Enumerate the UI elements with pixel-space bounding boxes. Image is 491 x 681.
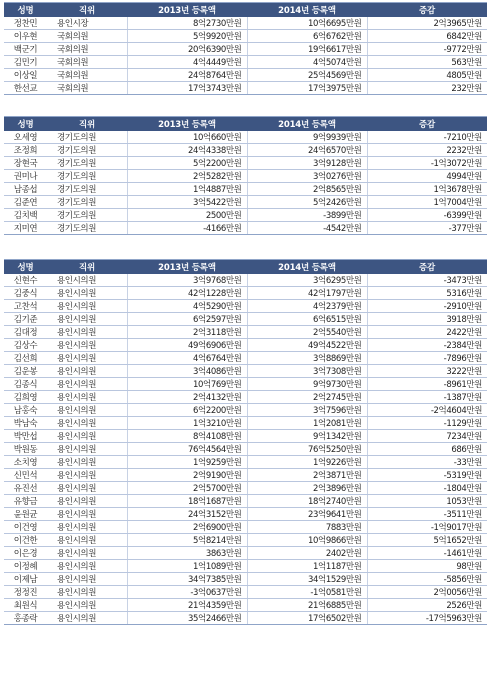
name-cell: 남종섭 <box>4 183 47 196</box>
table-row <box>4 183 487 196</box>
change-cell: -8961만원 <box>367 378 487 391</box>
change-cell: 5316만원 <box>367 287 487 300</box>
value-2014-cell: 9억9939만원 <box>247 131 367 144</box>
value-2014-cell: 25억4569만원 <box>247 69 367 82</box>
change-cell: -2384만원 <box>367 339 487 352</box>
change-cell: 3918만원 <box>367 313 487 326</box>
value-2013-cell: 4억6764만원 <box>127 352 247 365</box>
table-row <box>4 43 487 56</box>
value-2013-cell: 35억2466만원 <box>127 612 247 625</box>
position-cell: 용인시의원 <box>47 404 127 417</box>
value-2013-cell: 49억6906만원 <box>127 339 247 352</box>
name-cell: 김선희 <box>4 352 47 365</box>
value-2014-cell: 2억3871만원 <box>247 469 367 482</box>
table-row <box>4 560 487 573</box>
value-2013-cell: 21억4359만원 <box>127 599 247 612</box>
name-cell: 고찬석 <box>4 300 47 313</box>
table-row <box>4 521 487 534</box>
position-cell: 경기도의원 <box>47 183 127 196</box>
name-cell: 김치백 <box>4 209 47 222</box>
position-cell: 용인시의원 <box>47 300 127 313</box>
table-row <box>4 430 487 443</box>
value-2014-cell: 1억2081만원 <box>247 417 367 430</box>
value-2013-cell: 6억2597만원 <box>127 313 247 326</box>
value-2014-cell: 3억7596만원 <box>247 404 367 417</box>
table-row <box>4 378 487 391</box>
change-cell: -1804만원 <box>367 482 487 495</box>
value-2014-cell: 1억1187만원 <box>247 560 367 573</box>
change-cell: -1억3072만원 <box>367 157 487 170</box>
value-2013-cell: 8억2730만원 <box>127 17 247 30</box>
name-cell: 이건영 <box>4 521 47 534</box>
header-position: 직위 <box>47 3 127 17</box>
table-row <box>4 196 487 209</box>
header-2013: 2013년 등록액 <box>127 117 247 131</box>
position-cell: 경기도의원 <box>47 170 127 183</box>
table-row <box>4 508 487 521</box>
name-cell: 장현국 <box>4 157 47 170</box>
value-2014-cell: 3억7308만원 <box>247 365 367 378</box>
value-2014-cell: 9억1342만원 <box>247 430 367 443</box>
value-2014-cell: 3억8869만원 <box>247 352 367 365</box>
name-cell: 유향금 <box>4 495 47 508</box>
value-2013-cell: 2500만원 <box>127 209 247 222</box>
position-cell: 국회의원 <box>47 56 127 69</box>
value-2014-cell: 21억6885만원 <box>247 599 367 612</box>
position-cell: 용인시의원 <box>47 599 127 612</box>
value-2013-cell: 1억9259만원 <box>127 456 247 469</box>
table-row <box>4 170 487 183</box>
change-cell: -33만원 <box>367 456 487 469</box>
value-2013-cell: 1억3210만원 <box>127 417 247 430</box>
header-name: 성명 <box>4 260 47 274</box>
value-2013-cell: 2억3118만원 <box>127 326 247 339</box>
position-cell: 용인시의원 <box>47 469 127 482</box>
name-cell: 이우현 <box>4 30 47 43</box>
position-cell: 경기도의원 <box>47 144 127 157</box>
name-cell: 박원동 <box>4 443 47 456</box>
value-2013-cell: 2억6900만원 <box>127 521 247 534</box>
value-2013-cell: 20억6390만원 <box>127 43 247 56</box>
value-2014-cell: 6억6762만원 <box>247 30 367 43</box>
value-2014-cell: 76억5250만원 <box>247 443 367 456</box>
value-2013-cell: 5억9920만원 <box>127 30 247 43</box>
change-cell: 1억3678만원 <box>367 183 487 196</box>
name-cell: 오세영 <box>4 131 47 144</box>
position-cell: 용인시의원 <box>47 417 127 430</box>
position-cell: 용인시의원 <box>47 573 127 586</box>
name-cell: 이제남 <box>4 573 47 586</box>
value-2014-cell: 3억9128만원 <box>247 157 367 170</box>
change-cell: -1129만원 <box>367 417 487 430</box>
value-2014-cell: 6억6515만원 <box>247 313 367 326</box>
name-cell: 박남숙 <box>4 417 47 430</box>
value-2013-cell: 4억4449만원 <box>127 56 247 69</box>
header-2014: 2014년 등록액 <box>247 3 367 17</box>
value-2014-cell: 2억8565만원 <box>247 183 367 196</box>
asset-table <box>4 3 487 94</box>
value-2013-cell: 2억4132만원 <box>127 391 247 404</box>
value-2014-cell: 7883만원 <box>247 521 367 534</box>
header-change: 증감 <box>367 3 487 17</box>
table-row <box>4 352 487 365</box>
change-cell: -7896만원 <box>367 352 487 365</box>
change-cell: -6399만원 <box>367 209 487 222</box>
value-2013-cell: 3억5422만원 <box>127 196 247 209</box>
value-2014-cell: 17억3975만원 <box>247 82 367 95</box>
name-cell: 이은경 <box>4 547 47 560</box>
value-2013-cell: 6억2200만원 <box>127 404 247 417</box>
change-cell: -1억9017만원 <box>367 521 487 534</box>
header-change: 증감 <box>367 117 487 131</box>
value-2014-cell: -3899만원 <box>247 209 367 222</box>
position-cell: 용인시의원 <box>47 456 127 469</box>
value-2014-cell: 42억1797만원 <box>247 287 367 300</box>
change-cell: 98만원 <box>367 560 487 573</box>
value-2014-cell: 17억6502만원 <box>247 612 367 625</box>
table-row <box>4 573 487 586</box>
name-cell: 백군기 <box>4 43 47 56</box>
value-2014-cell: 3억0276만원 <box>247 170 367 183</box>
value-2013-cell: -4166만원 <box>127 222 247 235</box>
name-cell: 정찬민 <box>4 17 47 30</box>
value-2013-cell: 24억4338만원 <box>127 144 247 157</box>
change-cell: 1억7004만원 <box>367 196 487 209</box>
position-cell: 용인시장 <box>47 17 127 30</box>
name-cell: 김상수 <box>4 339 47 352</box>
change-cell: 1053만원 <box>367 495 487 508</box>
name-cell: 김기준 <box>4 313 47 326</box>
change-cell: -1461만원 <box>367 547 487 560</box>
position-cell: 용인시의원 <box>47 430 127 443</box>
name-cell: 권미나 <box>4 170 47 183</box>
change-cell: 686만원 <box>367 443 487 456</box>
position-cell: 용인시의원 <box>47 508 127 521</box>
value-2014-cell: 10억9866만원 <box>247 534 367 547</box>
change-cell: 2억3965만원 <box>367 17 487 30</box>
change-cell: -3473만원 <box>367 274 487 287</box>
change-cell: -3511만원 <box>367 508 487 521</box>
position-cell: 용인시의원 <box>47 365 127 378</box>
change-cell: -377만원 <box>367 222 487 235</box>
name-cell: 남홍숙 <box>4 404 47 417</box>
table-row <box>4 222 487 235</box>
value-2014-cell: 19억6617만원 <box>247 43 367 56</box>
table-row <box>4 17 487 30</box>
table-row <box>4 391 487 404</box>
table-row <box>4 365 487 378</box>
value-2014-cell: 5억2426만원 <box>247 196 367 209</box>
table-row <box>4 443 487 456</box>
value-2013-cell: 3억9768만원 <box>127 274 247 287</box>
value-2013-cell: 24억3152만원 <box>127 508 247 521</box>
change-cell: 5억1652만원 <box>367 534 487 547</box>
position-cell: 경기도의원 <box>57 224 97 234</box>
value-2013-cell: 10억769만원 <box>127 378 247 391</box>
table-header-row <box>4 117 487 131</box>
position-cell: 용인시의원 <box>47 547 127 560</box>
table-header-row <box>4 260 487 274</box>
value-2014-cell: -4542만원 <box>247 222 367 235</box>
name-cell: 홍종락 <box>13 614 38 624</box>
header-name: 성명 <box>4 117 47 131</box>
section-provincial-council <box>4 116 487 235</box>
value-2014-cell: 23억9641만원 <box>247 508 367 521</box>
table-row <box>4 287 487 300</box>
asset-table <box>4 260 487 624</box>
value-2013-cell: 3863만원 <box>127 547 247 560</box>
table-row <box>4 586 487 599</box>
name-cell: 김준연 <box>4 196 47 209</box>
value-2013-cell: 24억8764만원 <box>127 69 247 82</box>
change-cell: 563만원 <box>367 56 487 69</box>
value-2014-cell: 9억9730만원 <box>247 378 367 391</box>
value-2013-cell: 5억8214만원 <box>127 534 247 547</box>
header-2014: 2014년 등록액 <box>247 260 367 274</box>
position-cell: 용인시의원 <box>47 326 127 339</box>
table-row <box>4 313 487 326</box>
value-2014-cell: 34억1529만원 <box>247 573 367 586</box>
table-row <box>4 495 487 508</box>
position-cell: 용인시의원 <box>47 378 127 391</box>
position-cell: 용인시의원 <box>47 482 127 495</box>
value-2014-cell: 4억5074만원 <box>247 56 367 69</box>
value-2013-cell: 42억1228만원 <box>127 287 247 300</box>
table-row <box>4 56 487 69</box>
name-cell: 김대정 <box>4 326 47 339</box>
value-2013-cell: 76억4564만원 <box>127 443 247 456</box>
name-cell: 신민석 <box>4 469 47 482</box>
value-2013-cell: 34억7385만원 <box>127 573 247 586</box>
position-cell: 용인시의원 <box>47 443 127 456</box>
position-cell: 용인시의원 <box>57 614 97 624</box>
table-row <box>4 469 487 482</box>
name-cell: 김중식 <box>4 287 47 300</box>
value-2014-cell: 3억6295만원 <box>247 274 367 287</box>
position-cell: 용인시의원 <box>47 274 127 287</box>
table-row <box>4 30 487 43</box>
change-cell: -1387만원 <box>367 391 487 404</box>
change-cell: -2910만원 <box>367 300 487 313</box>
name-cell: 한선교 <box>13 84 38 94</box>
position-cell: 용인시의원 <box>47 352 127 365</box>
section-mayor-lawmakers <box>4 2 487 95</box>
table-row <box>4 456 487 469</box>
name-cell: 윤원균 <box>4 508 47 521</box>
value-2013-cell: 3억4086만원 <box>127 365 247 378</box>
table-row <box>4 300 487 313</box>
value-2013-cell: 8억4108만원 <box>127 430 247 443</box>
value-2013-cell: -3억0637만원 <box>127 586 247 599</box>
change-cell: -5319만원 <box>367 469 487 482</box>
table-row <box>4 404 487 417</box>
table-row <box>4 339 487 352</box>
position-cell: 경기도의원 <box>47 131 127 144</box>
change-cell: 2422만원 <box>367 326 487 339</box>
position-cell: 국회의원 <box>57 84 89 94</box>
name-cell: 정정진 <box>4 586 47 599</box>
value-2014-cell: 2억2745만원 <box>247 391 367 404</box>
value-2014-cell: 2억3896만원 <box>247 482 367 495</box>
position-cell: 경기도의원 <box>47 157 127 170</box>
value-2013-cell: 1억1089만원 <box>127 560 247 573</box>
value-2013-cell: 5억2200만원 <box>127 157 247 170</box>
position-cell: 용인시의원 <box>47 313 127 326</box>
header-change: 증감 <box>367 260 487 274</box>
value-2013-cell: 2억5282만원 <box>127 170 247 183</box>
value-2013-cell: 2억9190만원 <box>127 469 247 482</box>
value-2014-cell: 2402만원 <box>247 547 367 560</box>
position-cell: 용인시의원 <box>47 560 127 573</box>
value-2014-cell: 10억6695만원 <box>247 17 367 30</box>
change-cell: 232만원 <box>367 82 487 95</box>
table-row <box>4 534 487 547</box>
position-cell: 국회의원 <box>47 30 127 43</box>
header-position: 직위 <box>47 117 127 131</box>
header-name: 성명 <box>4 3 47 17</box>
value-2013-cell: 18억1687만원 <box>127 495 247 508</box>
name-cell: 박만섭 <box>4 430 47 443</box>
change-cell: -17억5963만원 <box>367 612 487 625</box>
asset-table <box>4 117 487 234</box>
position-cell: 용인시의원 <box>47 521 127 534</box>
position-cell: 경기도의원 <box>47 196 127 209</box>
value-2014-cell: 1억9226만원 <box>247 456 367 469</box>
table-row <box>4 547 487 560</box>
value-2014-cell: 49억4522만원 <box>247 339 367 352</box>
value-2014-cell: 18억2740만원 <box>247 495 367 508</box>
value-2014-cell: -1억0581만원 <box>247 586 367 599</box>
change-cell: 6842만원 <box>367 30 487 43</box>
value-2013-cell: 2억5700만원 <box>127 482 247 495</box>
value-2013-cell: 4억5290만원 <box>127 300 247 313</box>
change-cell: 3222만원 <box>367 365 487 378</box>
name-cell: 이상일 <box>4 69 47 82</box>
value-2013-cell: 10억660만원 <box>127 131 247 144</box>
table-row <box>4 599 487 612</box>
name-cell: 조정희 <box>4 144 47 157</box>
position-cell: 국회의원 <box>47 43 127 56</box>
table-row <box>4 274 487 287</box>
section-city-council <box>4 259 487 625</box>
name-cell: 김종식 <box>4 378 47 391</box>
table-row <box>4 82 487 95</box>
table-row <box>4 131 487 144</box>
name-cell: 지미연 <box>13 224 38 234</box>
name-cell: 최원식 <box>4 599 47 612</box>
table-row <box>4 417 487 430</box>
header-2013: 2013년 등록액 <box>127 260 247 274</box>
change-cell: 2232만원 <box>367 144 487 157</box>
name-cell: 김민기 <box>4 56 47 69</box>
value-2014-cell: 24억6570만원 <box>247 144 367 157</box>
position-cell: 용인시의원 <box>47 534 127 547</box>
change-cell: -2억4604만원 <box>367 404 487 417</box>
name-cell: 소치영 <box>4 456 47 469</box>
change-cell: 2526만원 <box>367 599 487 612</box>
name-cell: 신현수 <box>4 274 47 287</box>
position-cell: 용인시의원 <box>47 495 127 508</box>
table-row <box>4 69 487 82</box>
value-2013-cell: 1억4887만원 <box>127 183 247 196</box>
value-2013-cell: 17억3743만원 <box>127 82 247 95</box>
name-cell: 유진선 <box>4 482 47 495</box>
change-cell: -5856만원 <box>367 573 487 586</box>
position-cell: 용인시의원 <box>47 586 127 599</box>
change-cell: 2억0056만원 <box>367 586 487 599</box>
position-cell: 국회의원 <box>47 69 127 82</box>
position-cell: 용인시의원 <box>47 287 127 300</box>
change-cell: 7234만원 <box>367 430 487 443</box>
change-cell: -7210만원 <box>367 131 487 144</box>
table-row <box>4 157 487 170</box>
table-header-row <box>4 3 487 17</box>
change-cell: 4805만원 <box>367 69 487 82</box>
header-position: 직위 <box>47 260 127 274</box>
table-row <box>4 209 487 222</box>
header-2014: 2014년 등록액 <box>247 117 367 131</box>
name-cell: 김희영 <box>4 391 47 404</box>
value-2014-cell: 2억5540만원 <box>247 326 367 339</box>
table-row <box>4 482 487 495</box>
position-cell: 용인시의원 <box>47 391 127 404</box>
header-2013: 2013년 등록액 <box>127 3 247 17</box>
change-cell: 4994만원 <box>367 170 487 183</box>
position-cell: 용인시의원 <box>47 339 127 352</box>
value-2014-cell: 4억2379만원 <box>247 300 367 313</box>
change-cell: -9772만원 <box>367 43 487 56</box>
table-row <box>4 144 487 157</box>
name-cell: 이건한 <box>4 534 47 547</box>
name-cell: 이정혜 <box>4 560 47 573</box>
table-row <box>4 612 487 625</box>
table-row <box>4 326 487 339</box>
position-cell: 경기도의원 <box>47 209 127 222</box>
name-cell: 김운봉 <box>4 365 47 378</box>
